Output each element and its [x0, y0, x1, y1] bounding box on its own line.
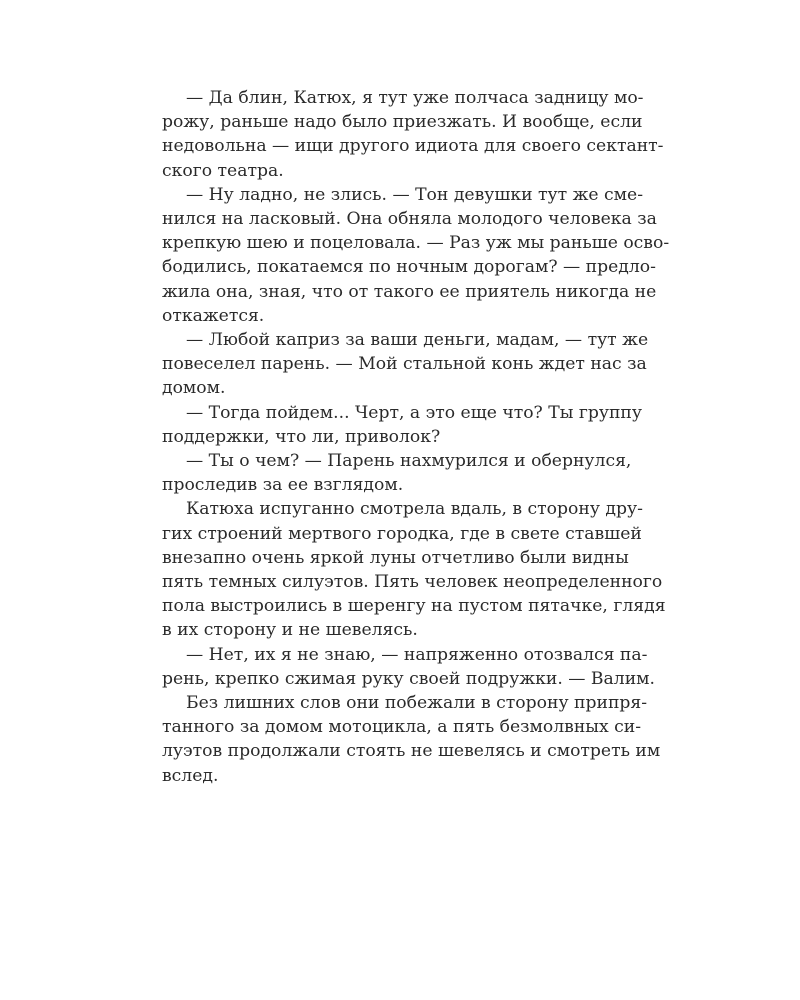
- text-line: недовольна — ищи другого идиота для своего сектант-: [162, 136, 664, 157]
- text-line: откажется.: [162, 305, 265, 326]
- paragraph-7: [162, 643, 655, 691]
- text-line: — Ты о чем? — Парень нахмурился и обернулся,: [186, 451, 632, 472]
- text-line: внезапно очень яркой луны отчетливо были видны: [162, 547, 629, 568]
- text-line: домом.: [162, 378, 226, 399]
- text-line: — Ну ладно, не злись. — Тон девушки тут же сме-: [186, 184, 644, 205]
- text-line: повеселел парень. — Мой стальной конь ждет нас за: [162, 354, 647, 375]
- text-line: — Нет, их я не знаю, — напряженно отозвался па-: [186, 644, 648, 665]
- text-line: крепкую шею и поцеловала. — Раз уж мы раньше осво-: [162, 233, 670, 254]
- text-line: пола выстроились в шеренгу на пустом пятачке, глядя: [162, 596, 666, 617]
- text-line: жила она, зная, что от такого ее приятель никогда не: [162, 281, 657, 302]
- paragraph-3: [162, 328, 649, 401]
- paragraph-1: [162, 86, 664, 183]
- text-line: танного за домом мотоцикла, а пять безмолвных си-: [162, 717, 642, 738]
- text-line: нился на ласковый. Она обняла молодого человека за: [162, 209, 657, 230]
- paragraph-6: [162, 497, 666, 642]
- text-line: ского театра.: [162, 160, 284, 181]
- paragraph-5: [162, 449, 632, 497]
- text-line: в их сторону и не шевелясь.: [162, 620, 418, 641]
- text-line: — Тогда пойдем... Черт, а это еще что? Ты группу: [186, 402, 642, 423]
- paragraph-8: [162, 691, 661, 788]
- text-line: луэтов продолжали стоять не шевелясь и смотреть им: [162, 741, 661, 762]
- text-line: — Да блин, Катюх, я тут уже полчаса задницу мо-: [186, 88, 644, 108]
- text-line: проследив за ее взглядом.: [162, 475, 404, 496]
- text-line: вслед.: [162, 765, 219, 786]
- paragraph-2: [162, 183, 670, 328]
- page-text: [162, 86, 670, 788]
- text-line: рень, крепко сжимая руку своей подружки. — Валим.: [162, 668, 655, 689]
- text-line: рожу, раньше надо было приезжать. И вообще, если: [162, 112, 643, 133]
- text-line: гих строений мертвого городка, где в свете ставшей: [162, 523, 642, 544]
- text-line: бодились, покатаемся по ночным дорогам? — предло-: [162, 257, 656, 278]
- paragraph-4: [162, 401, 642, 449]
- text-line: пять темных силуэтов. Пять человек неопределенного: [162, 572, 663, 593]
- text-line: поддержки, что ли, приволок?: [162, 426, 441, 447]
- text-line: Катюха испуганно смотрела вдаль, в сторону дру-: [186, 499, 643, 520]
- text-line: — Любой каприз за ваши деньги, мадам, — тут же: [186, 330, 649, 351]
- text-line: Без лишних слов они побежали в сторону припря-: [186, 693, 648, 714]
